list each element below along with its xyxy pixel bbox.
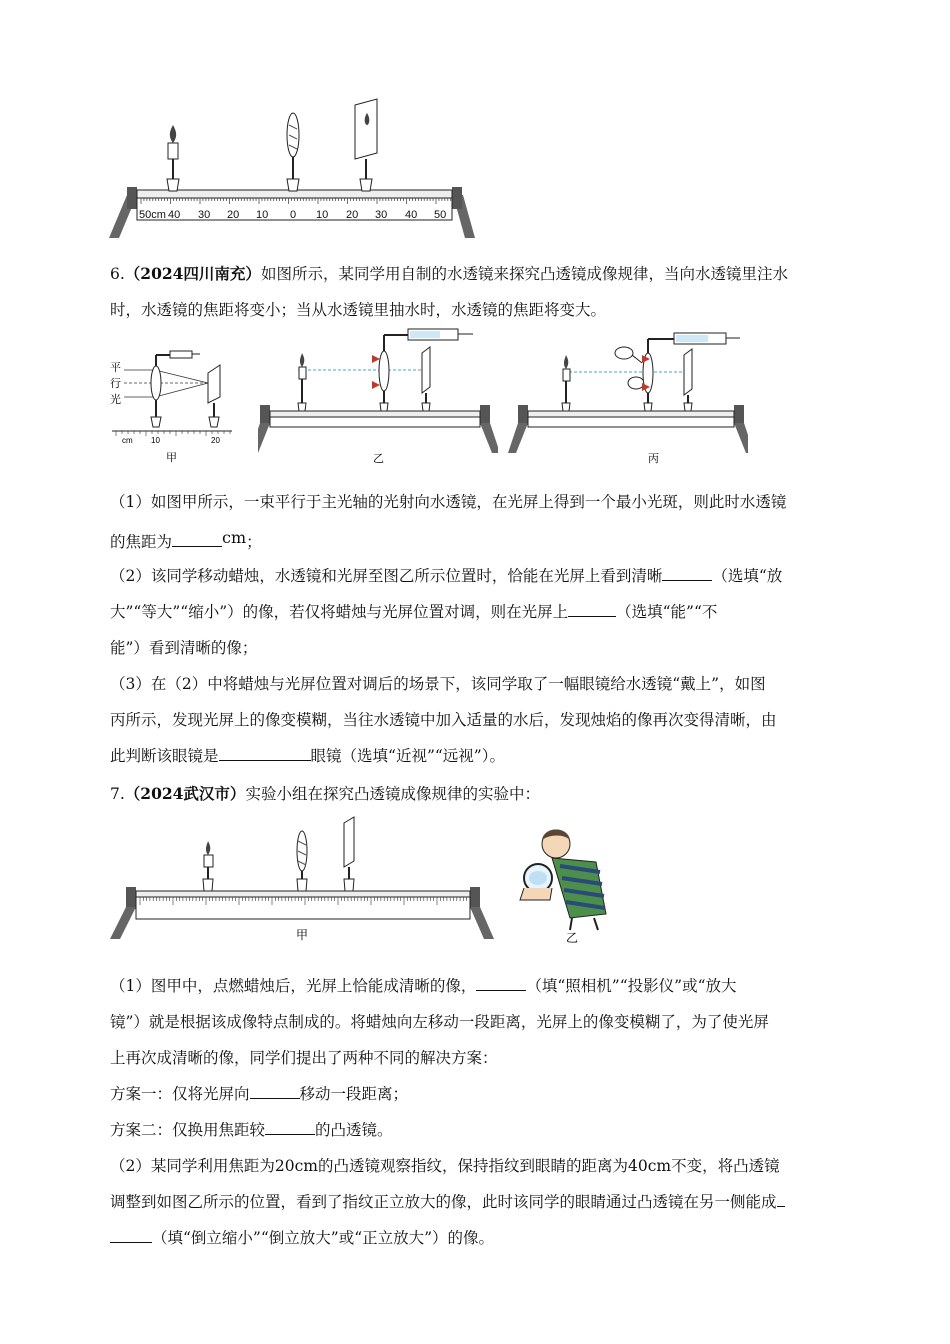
- q7-p1-blank[interactable]: [476, 974, 526, 991]
- scale-label: 10: [256, 209, 269, 221]
- q7-p2-line3: （填“倒立缩小”“倒立放大”或“正立放大”）的像。: [152, 1229, 495, 1247]
- q7-p2-blank-a[interactable]: [777, 1190, 785, 1207]
- q6-intro: [110, 256, 845, 328]
- scale-label: 40: [168, 209, 181, 221]
- scale-label: 50cm: [139, 209, 166, 221]
- candle: [167, 125, 179, 191]
- q7-source: （2024武汉市）: [124, 784, 246, 803]
- q7-plan1a: 方案一：仅将光屏向: [110, 1085, 250, 1103]
- parallel-light-label-1: 平: [110, 362, 121, 374]
- q7-figure-jia: [108, 815, 498, 950]
- q6-p2-line1b: （选填“放: [712, 567, 783, 585]
- q6-p3-line3b: 眼镜（选填“近视”“远视”）。: [310, 747, 505, 765]
- q6-p2-line2b: （选填“能”“不: [616, 603, 718, 621]
- jia-tick-10: 10: [151, 436, 160, 445]
- q7-p2-blank-b[interactable]: [110, 1226, 152, 1243]
- parallel-light-label-3: 光: [110, 394, 121, 406]
- q7-intro: [110, 776, 845, 812]
- q6-p3-line2: 丙所示，发现光屏上的像变模糊，当往水透镜中加入适量的水后，发现烛焰的像再次变得清晰，由: [110, 711, 777, 729]
- q6-p1-blank[interactable]: [172, 530, 222, 547]
- caption-jia: 甲: [166, 452, 177, 464]
- candle-yi: [298, 353, 306, 411]
- scale-label: 50: [434, 209, 447, 221]
- caption-7-jia: 甲: [296, 928, 309, 942]
- water-lens: [151, 351, 200, 427]
- q7-p2-line2: 调整到如图乙所示的位置，看到了指纹正立放大的像，此时该同学的眼睛通过凸透镜在另一侧能成: [110, 1193, 777, 1211]
- q6-p3-line3a: 此判断该眼镜是: [110, 747, 219, 765]
- q7-p2-line1: （2）某同学利用焦距为20cm的凸透镜观察指纹，保持指纹到眼睛的距离为40cm不变，将凸透镜: [110, 1157, 780, 1175]
- convex-lens: [287, 113, 299, 191]
- q6-p2-blank2[interactable]: [568, 600, 616, 617]
- caption-yi: 乙: [373, 453, 384, 465]
- q7-plan1-blank[interactable]: [250, 1082, 300, 1099]
- q6-intro-line1: 如图所示，某同学用自制的水透镜来探究凸透镜成像规律，当向水透镜里注水: [260, 265, 788, 283]
- scale-label: 40: [405, 209, 418, 221]
- q7-p1-line2: 镜”）就是根据该成像特点制成的。将蜡烛向左移动一段距离，光屏上的像变模糊了，为了使光屏: [110, 1013, 769, 1031]
- q7-part1: [110, 968, 845, 1148]
- q7-plan2-blank[interactable]: [265, 1118, 315, 1135]
- q7-p1-line1a: （1）图甲中，点燃蜡烛后，光屏上恰能成清晰的像，: [110, 977, 477, 995]
- light-screen-7: [344, 817, 354, 891]
- q6-p1-unit: cm: [222, 528, 247, 547]
- scale-label: 0: [290, 209, 297, 221]
- bench-left-end: [127, 187, 137, 209]
- q6-intro-line2: 时，水透镜的焦距将变小；当从水透镜里抽水时，水透镜的焦距将变大。: [110, 301, 607, 319]
- q6-p2-line2a: 大”“等大”“缩小”）的像，若仅将蜡烛与光屏位置对调，则在光屏上: [110, 603, 569, 621]
- candle-bing: [562, 355, 570, 411]
- candle-7: [203, 841, 213, 891]
- q6-part1: [110, 484, 845, 560]
- q6-p2-line3: 能”）看到清晰的像；: [110, 639, 258, 657]
- q6-p1-line2a: 的焦距为: [110, 533, 173, 551]
- q6-number: 6.: [110, 265, 125, 283]
- q6-part2: [110, 558, 845, 666]
- q6-p1-line1: （1）如图甲所示，一束平行于主光轴的光射向水透镜，在光屏上得到一个最小光斑，则此时水透镜: [110, 493, 787, 511]
- jia-tick-20: 20: [211, 436, 220, 445]
- screen-yi: [422, 347, 430, 411]
- q7-p1-line1b: （填“照相机”“投影仪”或“放大: [526, 977, 737, 995]
- scale-label: 30: [198, 209, 211, 221]
- q6-figure-bing: [508, 325, 748, 470]
- q6-figure-jia: [108, 345, 238, 470]
- optical-bench-figure-1: [105, 95, 480, 240]
- q6-p3-blank[interactable]: [219, 744, 311, 761]
- q6-part3: [110, 666, 845, 774]
- q6-source: （2024四川南充）: [124, 264, 261, 283]
- bench-right-end: [452, 187, 462, 209]
- q7-plan1b: 移动一段距离；: [299, 1085, 409, 1103]
- q7-intro-text: 实验小组在探究凸透镜成像规律的实验中：: [245, 785, 540, 803]
- light-screen: [355, 99, 377, 191]
- q6-figure-yi: [258, 325, 498, 470]
- screen-jia: [208, 365, 220, 427]
- q7-part2: [110, 1148, 845, 1256]
- q6-p2-blank1[interactable]: [662, 564, 712, 581]
- q6-p3-line1: （3）在（2）中将蜡烛与光屏位置对调后的场景下，该同学取了一幅眼镜给水透镜“戴上”，如图: [110, 675, 766, 693]
- scale-label: 20: [227, 209, 240, 221]
- q6-p2-line1a: （2）该同学移动蜡烛，水透镜和光屏至图乙所示位置时，恰能在光屏上看到清晰: [110, 567, 663, 585]
- jia-unit: cm: [122, 436, 133, 445]
- scale-label: 20: [346, 209, 359, 221]
- caption-7-yi: 乙: [566, 931, 579, 945]
- q7-p1-line3: 上再次成清晰的像，同学们提出了两种不同的解决方案：: [110, 1049, 498, 1067]
- caption-bing: 丙: [648, 453, 659, 465]
- parallel-light-label-2: 行: [110, 378, 121, 390]
- q7-plan2a: 方案二：仅换用焦距较: [110, 1121, 266, 1139]
- student-with-magnifier: [520, 830, 606, 931]
- q7-plan2b: 的凸透镜。: [315, 1121, 393, 1139]
- q7-figure-yi: [510, 822, 615, 947]
- glasses: [615, 347, 644, 389]
- convex-lens-7: [297, 831, 307, 891]
- scale-label: 30: [375, 209, 388, 221]
- screen-bing: [684, 349, 692, 411]
- q7-number: 7.: [110, 785, 125, 803]
- scale-label: 10: [316, 209, 329, 221]
- q6-p1-line2b: ；: [246, 533, 262, 551]
